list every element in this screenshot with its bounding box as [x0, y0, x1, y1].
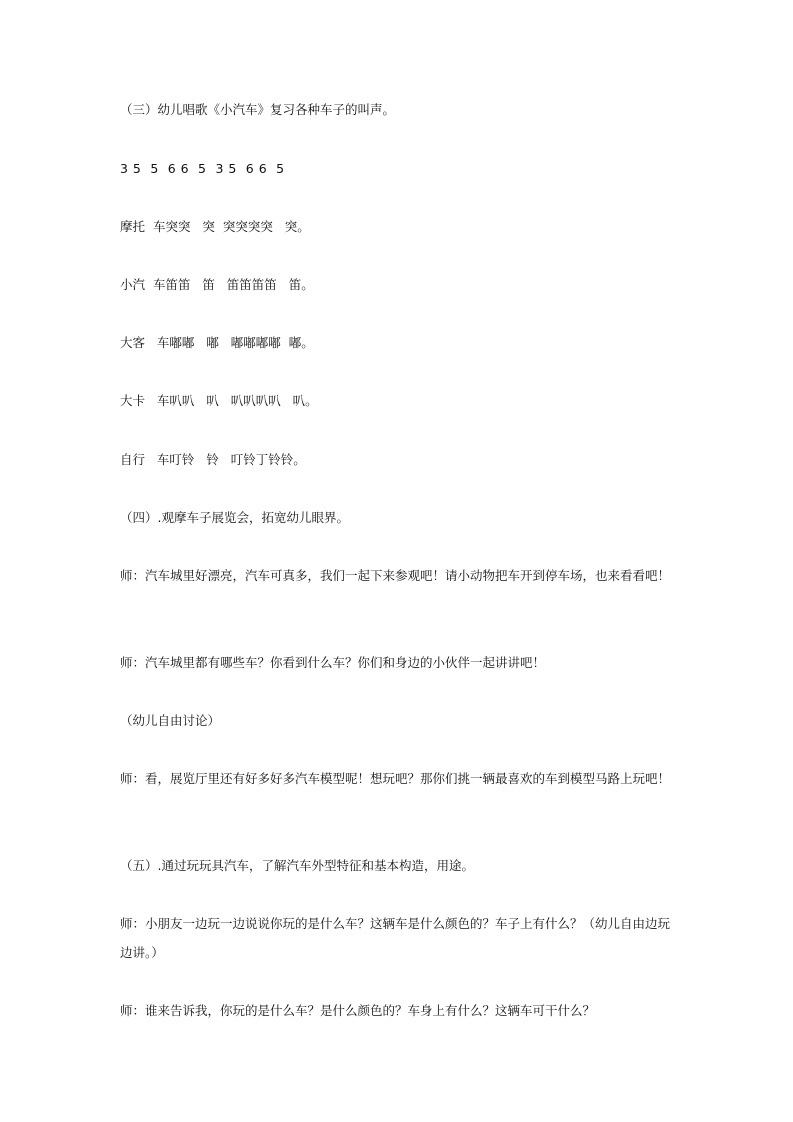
discussion-note: （幼儿自由讨论）: [120, 713, 221, 728]
lyric-line-3: 大客 车嘟嘟 嘟 嘟嘟嘟嘟 嘟。: [120, 335, 314, 350]
teacher-line-3: 师：看，展览厅里还有好多好多汽车模型呢！想玩吧？那你们挑一辆最喜欢的车到模型马路上玩吧！: [120, 771, 671, 786]
section-3-title: （三）幼儿唱歌《小汽车》复习各种车子的叫声。: [120, 102, 396, 117]
lyric-line-1: 摩托 车突突 突 突突突突 突。: [120, 219, 310, 234]
teacher-line-4: 师：小朋友一边玩一边说说你玩的是什么车？这辆车是什么颜色的？车子上有什么？（幼儿自由边玩边讲。）: [120, 916, 671, 960]
teacher-line-5: 师：谁来告诉我，你玩的是什么车？是什么颜色的？车身上有什么？这辆车可干什么？: [120, 1003, 596, 1018]
lyric-line-4: 大卡 车叭叭 叭 叭叭叭叭 叭。: [120, 393, 318, 408]
teacher-line-1: 师：汽车城里好漂亮，汽车可真多，我们一起下来参观吧！请小动物把车开到停车场，也来看看吧！: [120, 568, 671, 583]
lyric-line-2: 小汽 车笛笛 笛 笛笛笛笛 笛。: [120, 277, 314, 292]
section-5-title: （五）.通过玩玩具汽车，了解汽车外型特征和基本构造，用途。: [120, 858, 474, 873]
music-notation: 3 5 5 6 6 5 3 5 6 6 5: [120, 161, 285, 176]
lyric-line-5: 自行 车叮铃 铃 叮铃丁铃铃。: [120, 452, 306, 467]
teacher-line-2: 师：汽车城里都有哪些车？你看到什么车？你们和身边的小伙伴一起讲讲吧！: [120, 655, 546, 670]
section-4-title: （四）.观摩车子展览会，拓宽幼儿眼界。: [120, 510, 349, 525]
